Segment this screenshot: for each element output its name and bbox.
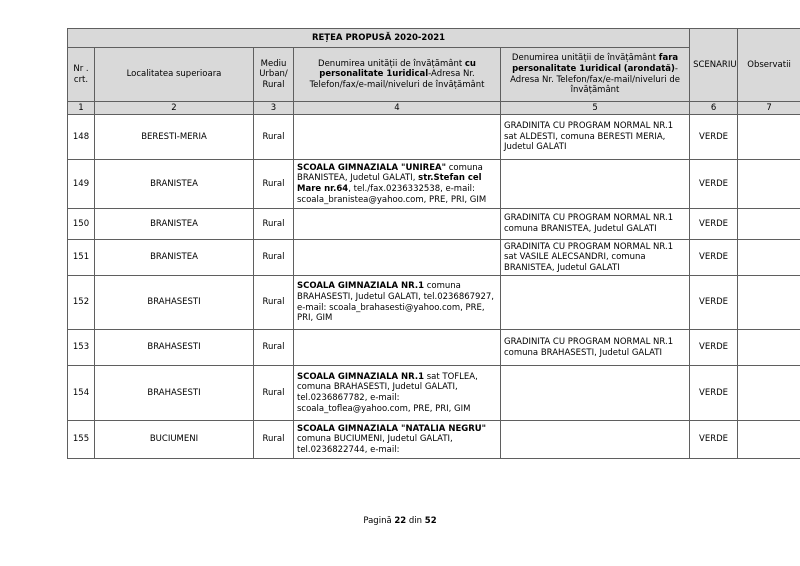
row-unit-with-legal-personality: SCOALA GIMNAZIALA "NATALIA NEGRU" comuna BUCIUMENI, Judetul GALATI, tel.0236822744, e-mail: [294, 421, 501, 459]
row-unit-with-legal-personality [294, 115, 501, 160]
row-observatii [738, 209, 800, 240]
header-observatii: Observatii [738, 29, 800, 102]
row-scenariu: VERDE [690, 115, 738, 160]
row-mediu: Rural [254, 160, 294, 209]
row-unit-with-legal-personality [294, 330, 501, 366]
header-unit-with-legal-personality: Denumirea unității de învățământ cu personalitate 1uridical-Adresa Nr. Telefon/fax/e-mail/niveluri de învățământ [294, 48, 501, 102]
row-mediu: Rural [254, 366, 294, 421]
row-unit-without-legal-personality: GRADINITA CU PROGRAM NORMAL NR.1 sat ALDESTI, comuna BERESTI MERIA, Judetul GALATI [501, 115, 690, 160]
column-number: 6 [690, 102, 738, 115]
column-number: 3 [254, 102, 294, 115]
row-nr: 148 [68, 115, 95, 160]
row-observatii [738, 160, 800, 209]
column-number-row [68, 102, 800, 115]
column-number: 5 [501, 102, 690, 115]
row-localitatea: BRAHASESTI [95, 330, 254, 366]
row-observatii [738, 330, 800, 366]
row-unit-without-legal-personality [501, 421, 690, 459]
row-nr: 152 [68, 276, 95, 330]
row-mediu: Rural [254, 421, 294, 459]
row-mediu: Rural [254, 115, 294, 160]
table-row [68, 240, 800, 276]
school-network-table [67, 28, 800, 459]
page-footer: Pagină 22 din 52 [363, 516, 437, 526]
row-scenariu: VERDE [690, 209, 738, 240]
row-localitatea: BRANISTEA [95, 160, 254, 209]
header-nr-crt: Nr . crt. [68, 48, 95, 102]
table-row [68, 115, 800, 160]
row-scenariu: VERDE [690, 276, 738, 330]
row-scenariu: VERDE [690, 330, 738, 366]
row-observatii [738, 115, 800, 160]
header-scenariu: SCENARIU [690, 29, 738, 102]
table-row [68, 160, 800, 209]
row-observatii [738, 366, 800, 421]
row-mediu: Rural [254, 240, 294, 276]
table-row [68, 366, 800, 421]
row-localitatea: BRANISTEA [95, 209, 254, 240]
column-number: 2 [95, 102, 254, 115]
row-nr: 151 [68, 240, 95, 276]
row-mediu: Rural [254, 330, 294, 366]
row-observatii [738, 240, 800, 276]
row-unit-without-legal-personality [501, 366, 690, 421]
row-localitatea: BERESTI-MERIA [95, 115, 254, 160]
row-scenariu: VERDE [690, 160, 738, 209]
table-row [68, 330, 800, 366]
table-title: REȚEA PROPUSĂ 2020-2021 [68, 29, 690, 48]
current-page-number: 22 [394, 516, 407, 526]
total-page-count: 52 [424, 516, 437, 526]
row-unit-with-legal-personality [294, 240, 501, 276]
column-number: 4 [294, 102, 501, 115]
row-nr: 153 [68, 330, 95, 366]
table-row [68, 276, 800, 330]
row-nr: 155 [68, 421, 95, 459]
row-unit-without-legal-personality: GRADINITA CU PROGRAM NORMAL NR.1 sat VASILE ALECSANDRI, comuna BRANISTEA, Judetul GALATI [501, 240, 690, 276]
row-observatii [738, 421, 800, 459]
table-row [68, 209, 800, 240]
row-localitatea: BUCIUMENI [95, 421, 254, 459]
header-unit-without-legal-personality: Denumirea unității de învățământ fara personalitate 1uridical (arondată)-Adresa Nr. Telefon/fax/e-mail/niveluri de învățământ [501, 48, 690, 102]
row-unit-without-legal-personality [501, 276, 690, 330]
row-scenariu: VERDE [690, 366, 738, 421]
row-observatii [738, 276, 800, 330]
row-unit-with-legal-personality: SCOALA GIMNAZIALA "UNIREA" comuna BRANISTEA, Judetul GALATI, str.Stefan cel Mare nr.64, tel./fax.0236332538, e-mail: scoala_branistea@yahoo.com, PRE, PRI, GIM [294, 160, 501, 209]
row-unit-with-legal-personality [294, 209, 501, 240]
row-unit-without-legal-personality [501, 160, 690, 209]
row-mediu: Rural [254, 209, 294, 240]
table-title-row [68, 29, 800, 48]
header-localitatea: Localitatea superioara [95, 48, 254, 102]
header-mediu: Mediu Urban/ Rural [254, 48, 294, 102]
row-nr: 154 [68, 366, 95, 421]
row-nr: 149 [68, 160, 95, 209]
row-localitatea: BRAHASESTI [95, 366, 254, 421]
row-scenariu: VERDE [690, 421, 738, 459]
row-mediu: Rural [254, 276, 294, 330]
column-number: 1 [68, 102, 95, 115]
row-localitatea: BRANISTEA [95, 240, 254, 276]
table-row [68, 421, 800, 459]
row-unit-without-legal-personality: GRADINITA CU PROGRAM NORMAL NR.1 comuna BRANISTEA, Judetul GALATI [501, 209, 690, 240]
column-number: 7 [738, 102, 800, 115]
row-unit-with-legal-personality: SCOALA GIMNAZIALA NR.1 sat TOFLEA, comuna BRAHASESTI, Judetul GALATI, tel.0236867782, e-mail: scoala_toflea@yahoo.com, PRE, PRI, GIM [294, 366, 501, 421]
row-unit-without-legal-personality: GRADINITA CU PROGRAM NORMAL NR.1 comuna BRAHASESTI, Judetul GALATI [501, 330, 690, 366]
row-scenariu: VERDE [690, 240, 738, 276]
row-unit-with-legal-personality: SCOALA GIMNAZIALA NR.1 comuna BRAHASESTI, Judetul GALATI, tel.0236867927, e-mail: scoala_brahasesti@yahoo.com, PRE, PRI, GIM [294, 276, 501, 330]
row-nr: 150 [68, 209, 95, 240]
row-localitatea: BRAHASESTI [95, 276, 254, 330]
